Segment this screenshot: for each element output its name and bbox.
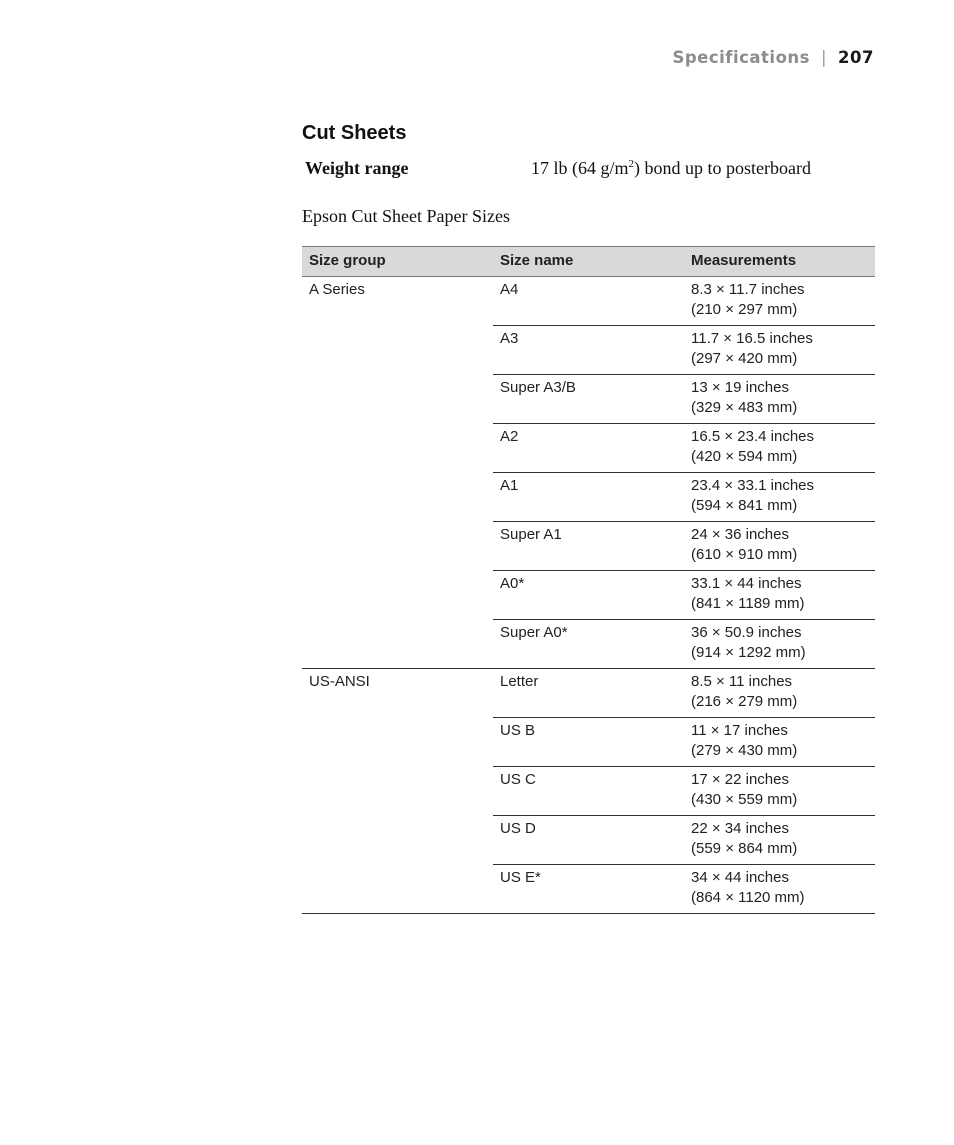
measurements-cell xyxy=(684,571,875,620)
measurement-inches: 16.5 × 23.4 inches xyxy=(691,428,815,445)
measurement-mm: (210 × 297 mm) xyxy=(691,300,798,318)
size-name-cell: A3 xyxy=(493,326,684,375)
page-content xyxy=(302,122,875,914)
size-name-cell: US E* xyxy=(493,865,684,914)
measurement-mm: (594 × 841 mm) xyxy=(691,496,798,514)
table-body xyxy=(302,277,875,914)
size-name-cell: Super A3/B xyxy=(493,375,684,424)
weight-value-superscript: 2 xyxy=(628,158,634,170)
page-number: 207 xyxy=(838,48,874,67)
measurement-mm: (216 × 279 mm) xyxy=(691,692,798,710)
measurement-inches: 24 × 36 inches xyxy=(691,526,789,543)
measurement-inches: 8.5 × 11 inches xyxy=(691,673,793,690)
size-name-cell: A1 xyxy=(493,473,684,522)
size-name-cell: US C xyxy=(493,767,684,816)
measurements-cell xyxy=(684,865,875,914)
size-name-cell: Super A0* xyxy=(493,620,684,669)
measurements-cell xyxy=(684,277,875,326)
table-header-row xyxy=(302,247,875,277)
table-caption: Epson Cut Sheet Paper Sizes xyxy=(302,206,510,226)
measurement-inches: 8.3 × 11.7 inches xyxy=(691,281,805,298)
size-name-cell: A0* xyxy=(493,571,684,620)
measurement-mm: (329 × 483 mm) xyxy=(691,398,798,416)
measurements-cell xyxy=(684,669,875,718)
table-row xyxy=(302,669,875,718)
measurements-cell xyxy=(684,424,875,473)
measurement-inches: 13 × 19 inches xyxy=(691,379,789,396)
measurement-mm: (420 × 594 mm) xyxy=(691,447,798,465)
header-section-name: Specifications xyxy=(672,48,810,67)
measurement-mm: (559 × 864 mm) xyxy=(691,839,798,857)
weight-range-label: Weight range xyxy=(305,158,409,178)
size-name-cell: Super A1 xyxy=(493,522,684,571)
size-group-cell: A Series xyxy=(302,277,493,669)
table-row xyxy=(302,277,875,326)
header-measurements: Measurements xyxy=(684,247,875,277)
measurement-inches: 34 × 44 inches xyxy=(691,869,789,886)
measurement-mm: (297 × 420 mm) xyxy=(691,349,798,367)
measurement-inches: 36 × 50.9 inches xyxy=(691,624,802,641)
weight-value-pre: 17 lb (64 g/m xyxy=(531,158,629,178)
measurements-cell xyxy=(684,816,875,865)
weight-range-row xyxy=(302,158,875,179)
measurement-mm: (864 × 1120 mm) xyxy=(691,888,805,906)
measurement-inches: 22 × 34 inches xyxy=(691,820,789,837)
measurement-inches: 17 × 22 inches xyxy=(691,771,789,788)
measurement-inches: 23.4 × 33.1 inches xyxy=(691,477,815,494)
measurements-cell xyxy=(684,522,875,571)
measurement-inches: 11 × 17 inches xyxy=(691,722,788,739)
section-title: Cut Sheets xyxy=(302,122,407,144)
measurements-cell xyxy=(684,718,875,767)
size-group-cell: US-ANSI xyxy=(302,669,493,914)
size-name-cell: A2 xyxy=(493,424,684,473)
header-size-group: Size group xyxy=(302,247,493,277)
weight-range-value xyxy=(531,158,811,179)
measurement-mm: (841 × 1189 mm) xyxy=(691,594,805,612)
measurements-cell xyxy=(684,375,875,424)
measurement-mm: (279 × 430 mm) xyxy=(691,741,798,759)
size-name-cell: US D xyxy=(493,816,684,865)
header-size-name: Size name xyxy=(493,247,684,277)
size-name-cell: A4 xyxy=(493,277,684,326)
measurement-inches: 11.7 × 16.5 inches xyxy=(691,330,813,347)
paper-sizes-table xyxy=(302,246,875,914)
measurements-cell xyxy=(684,326,875,375)
measurement-mm: (610 × 910 mm) xyxy=(691,545,798,563)
measurements-cell xyxy=(684,620,875,669)
header-separator: | xyxy=(820,48,828,67)
measurements-cell xyxy=(684,767,875,816)
size-name-cell: US B xyxy=(493,718,684,767)
running-header xyxy=(672,48,874,67)
measurement-mm: (430 × 559 mm) xyxy=(691,790,798,808)
measurements-cell xyxy=(684,473,875,522)
size-name-cell: Letter xyxy=(493,669,684,718)
measurement-mm: (914 × 1292 mm) xyxy=(691,643,806,661)
measurement-inches: 33.1 × 44 inches xyxy=(691,575,802,592)
weight-value-post: ) bond up to posterboard xyxy=(634,158,811,178)
